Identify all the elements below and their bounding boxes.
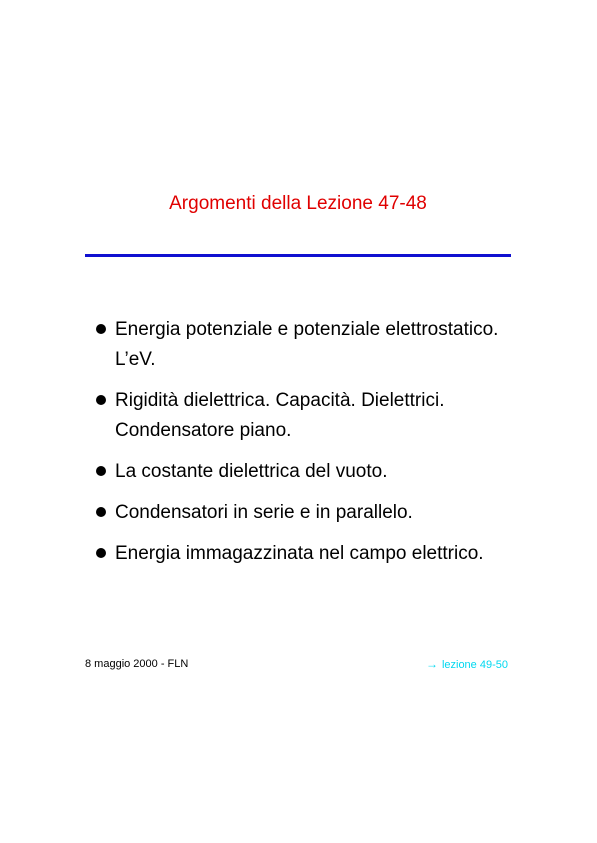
topic-item [96,315,536,375]
slide-title: Argomenti della Lezione 47-48 [169,193,427,214]
topic-item [96,457,536,487]
bullet-icon [96,548,106,558]
topic-list [96,315,536,580]
topic-text: Energia potenziale e potenziale elettrostatico. L’eV. [115,319,499,370]
next-lesson-link[interactable] [426,657,508,672]
footer-date-author: 8 maggio 2000 - FLN [85,658,189,670]
topic-item [96,498,536,528]
right-arrow-icon: → [425,657,438,671]
topic-text: Condensatori in serie e in parallelo. [115,502,413,523]
topic-text: Rigidità dielettrica. Capacità. Dielettrici. Condensatore piano. [115,390,445,441]
bullet-icon [96,324,106,334]
topic-item [96,539,536,569]
next-lesson-label: lezione 49-50 [441,659,508,671]
topic-text: Energia immagazzinata nel campo elettrico. [115,543,484,564]
bullet-icon [96,466,106,476]
bullet-icon [96,507,106,517]
topic-item [96,386,536,446]
title-divider [85,254,511,257]
topic-text: La costante dielettrica del vuoto. [115,461,388,482]
bullet-icon [96,395,106,405]
